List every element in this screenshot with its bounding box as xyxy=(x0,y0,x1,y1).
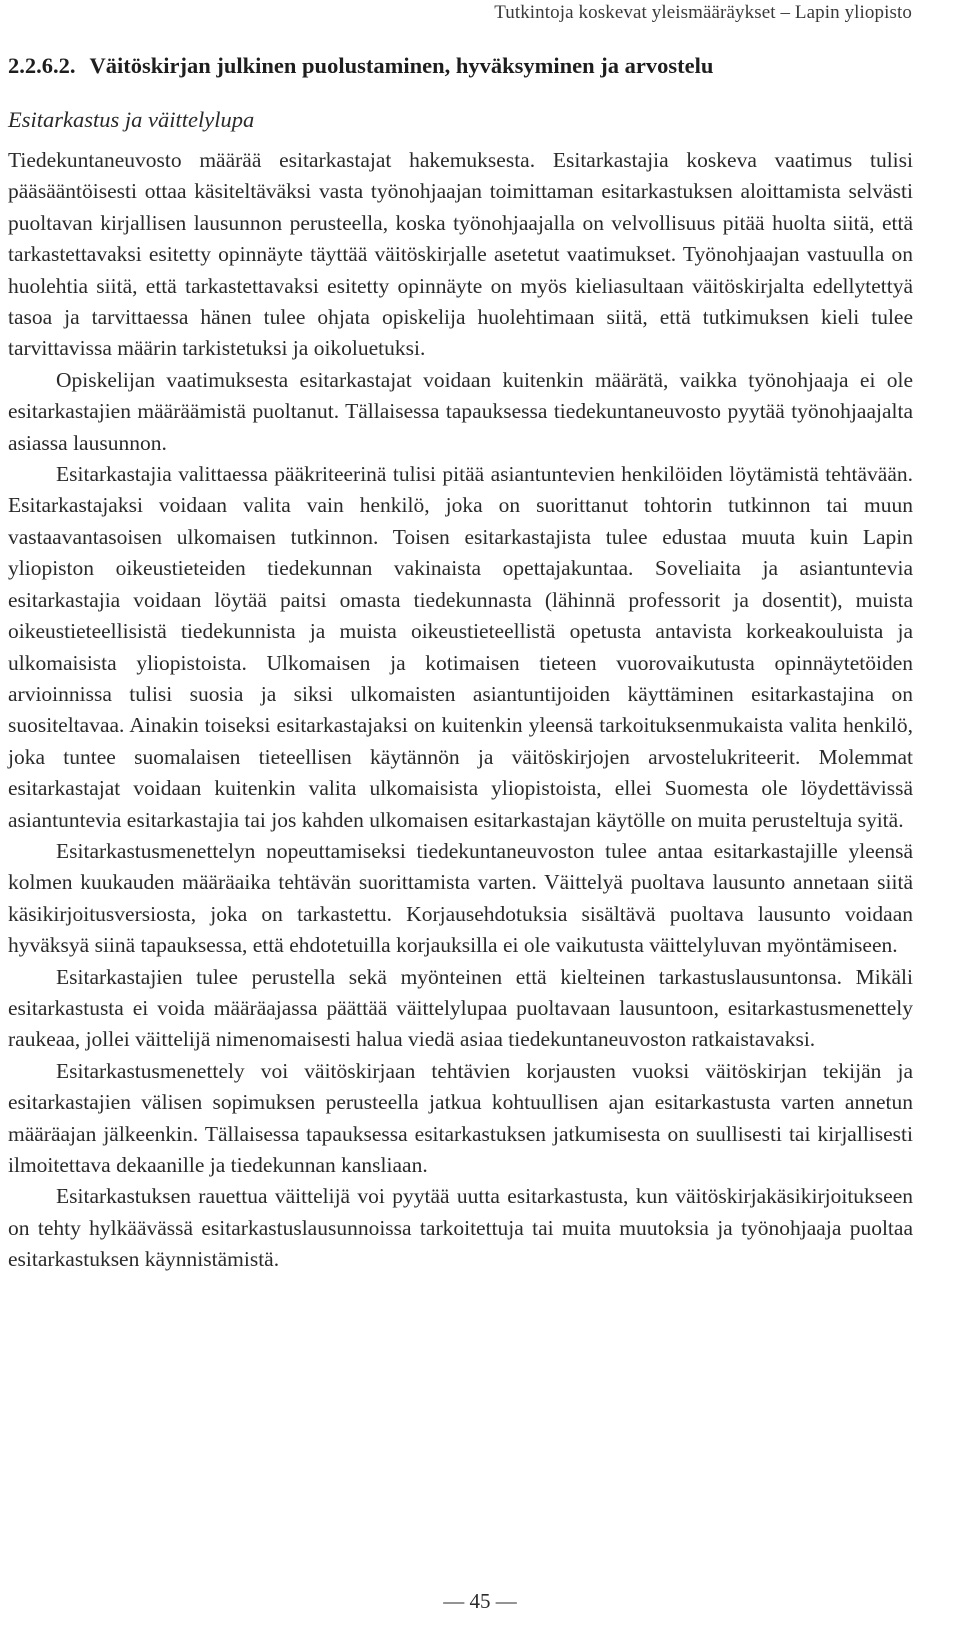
section-heading xyxy=(8,50,913,81)
paragraph: Tiedekuntaneuvosto määrää esitarkastajat hakemuksesta. Esitarkastajia koskeva vaatimus tulisi pääsääntöisesti ottaa käsiteltäväksi vasta työnohjaajan toimittaman esitarkastuksen aloittamista selvästi puoltavan kirjallisen lausunnon perusteella, koska työnohjaajalla on velvollisuus pitää huolta siitä, että tarkastettavaksi esitetty opinnäyte täyttää väitöskirjalle asetetut vaatimukset. Työnohjaajan vastuulla on huolehtia siitä, että tarkastettavaksi esitetty opinnäyte on myös kieliasultaan väitöskirjalta edellytettyä tasoa ja tarvittaessa hänen tulee ohjata opiskelija huolehtimaan siitä, että tutkimuksen kieli tulee tarvittavissa määrin tarkistetuksi ja oikoluetuksi. xyxy=(8,148,913,361)
paragraph: Esitarkastuksen rauettua väittelijä voi pyytää uutta esitarkastusta, kun väitöskirjakäsikirjoitukseen on tehty hylkäävässä esitarkastuslausunnoissa tarkoitettuja tai muita muutoksia ja työnohjaaja puoltaa esitarkastuksen käynnistämistä. xyxy=(8,1184,913,1272)
section-title: Väitöskirjan julkinen puolustaminen, hyväksyminen ja arvostelu xyxy=(89,53,714,78)
paragraph: Esitarkastajien tulee perustella sekä myönteinen että kielteinen tarkastuslausuntonsa. Mikäli esitarkastusta ei voida määräajassa päättää väittelylupaa puoltavaan lausuntoon, esitarkastusmenettely raukeaa, jollei väittelijä nimenomaisesti halua viedä asiaa tiedekuntaneuvoston ratkaistavaksi. xyxy=(8,964,913,1052)
subheading: Esitarkastus ja väittelylupa xyxy=(8,107,255,132)
paragraph: Esitarkastusmenettely voi väitöskirjaan tehtävien korjausten vuoksi väitöskirjan tekijän ja esitarkastajien välisen sopimuksen perusteella jatkua kohtuullisen ajan esitarkastusta varten annetun määräajan jälkeenkin. Tällaisessa tapauksessa esitarkastuksen jatkumisesta on suullisesti tai kirjallisesti ilmoitettava dekaanille ja tiedekunnan kansliaan. xyxy=(8,1058,913,1177)
paragraph: Opiskelijan vaatimuksesta esitarkastajat voidaan kuitenkin määrätä, vaikka työnohjaaja ei ole esitarkastajien määräämistä puoltanut. Tällaisessa tapauksessa tiedekuntaneuvosto pyytää työnohjaajalta asiassa lausunnon. xyxy=(8,367,913,455)
body-text xyxy=(8,145,913,1276)
running-header: Tutkintoja koskevat yleismääräykset – Lapin yliopisto xyxy=(494,2,912,23)
section-number: 2.2.6.2. xyxy=(8,53,76,78)
page-number: — 45 — xyxy=(443,1589,517,1613)
page-content xyxy=(8,50,913,1276)
paragraph: Esitarkastajia valittaessa pääkriteerinä tulisi pitää asiantuntevien henkilöiden löytämistä tehtävään. Esitarkastajaksi voidaan valita vain henkilö, joka on suorittanut tohtorin tutkinnon tai muun vastaavantasoisen ulkomaisen tutkinnon. Toisen esitarkastajista tulee edustaa muuta kuin Lapin yliopiston oikeustieteiden tiedekunnan vakinaista opettajakuntaa. Soveliaita ja asiantuntevia esitarkastajia voidaan löytää paitsi omasta tiedekunnasta (lähinnä professorit ja dosentit), muista oikeustieteellisistä tiedekunnista ja muista oikeustieteellistä opetusta antavista korkeakouluista ja ulkomaisista yliopistoista. Ulkomaisen ja kotimaisen tieteen vuorovaikutusta opinnäytetöiden arvioinnissa tulisi suosia ja siksi ulkomaisten asiantuntijoiden käyttäminen esitarkastajina on suositeltavaa. Ainakin toiseksi esitarkastajaksi on kuitenkin yleensä tarkoituksenmukaista valita henkilö, joka tuntee suomalaisen tieteellisen käytännön ja väitöskirjojen arvostelukriteerit. Molemmat esitarkastajat voidaan kuitenkin valita ulkomaisista yliopistoista, ellei Suomesta ole löydettävissä asiantuntevia esitarkastajia tai jos kahden ulkomaisen esitarkastajan käytölle on muita perusteltuja syitä. xyxy=(8,462,913,832)
paragraph: Esitarkastusmenettelyn nopeuttamiseksi tiedekuntaneuvoston tulee antaa esitarkastajille yleensä kolmen kuukauden määräaika tehtävän suorittamista varten. Väittelyä puoltava lausunto annetaan siitä käsikirjoitusversiosta, joka on tarkastettu. Korjausehdotuksia sisältävä puoltava lausunto voidaan hyväksyä siinä tapauksessa, että ehdotetuilla korjauksilla ei ole vaikutusta väittelyluvan myöntämiseen. xyxy=(8,838,913,958)
